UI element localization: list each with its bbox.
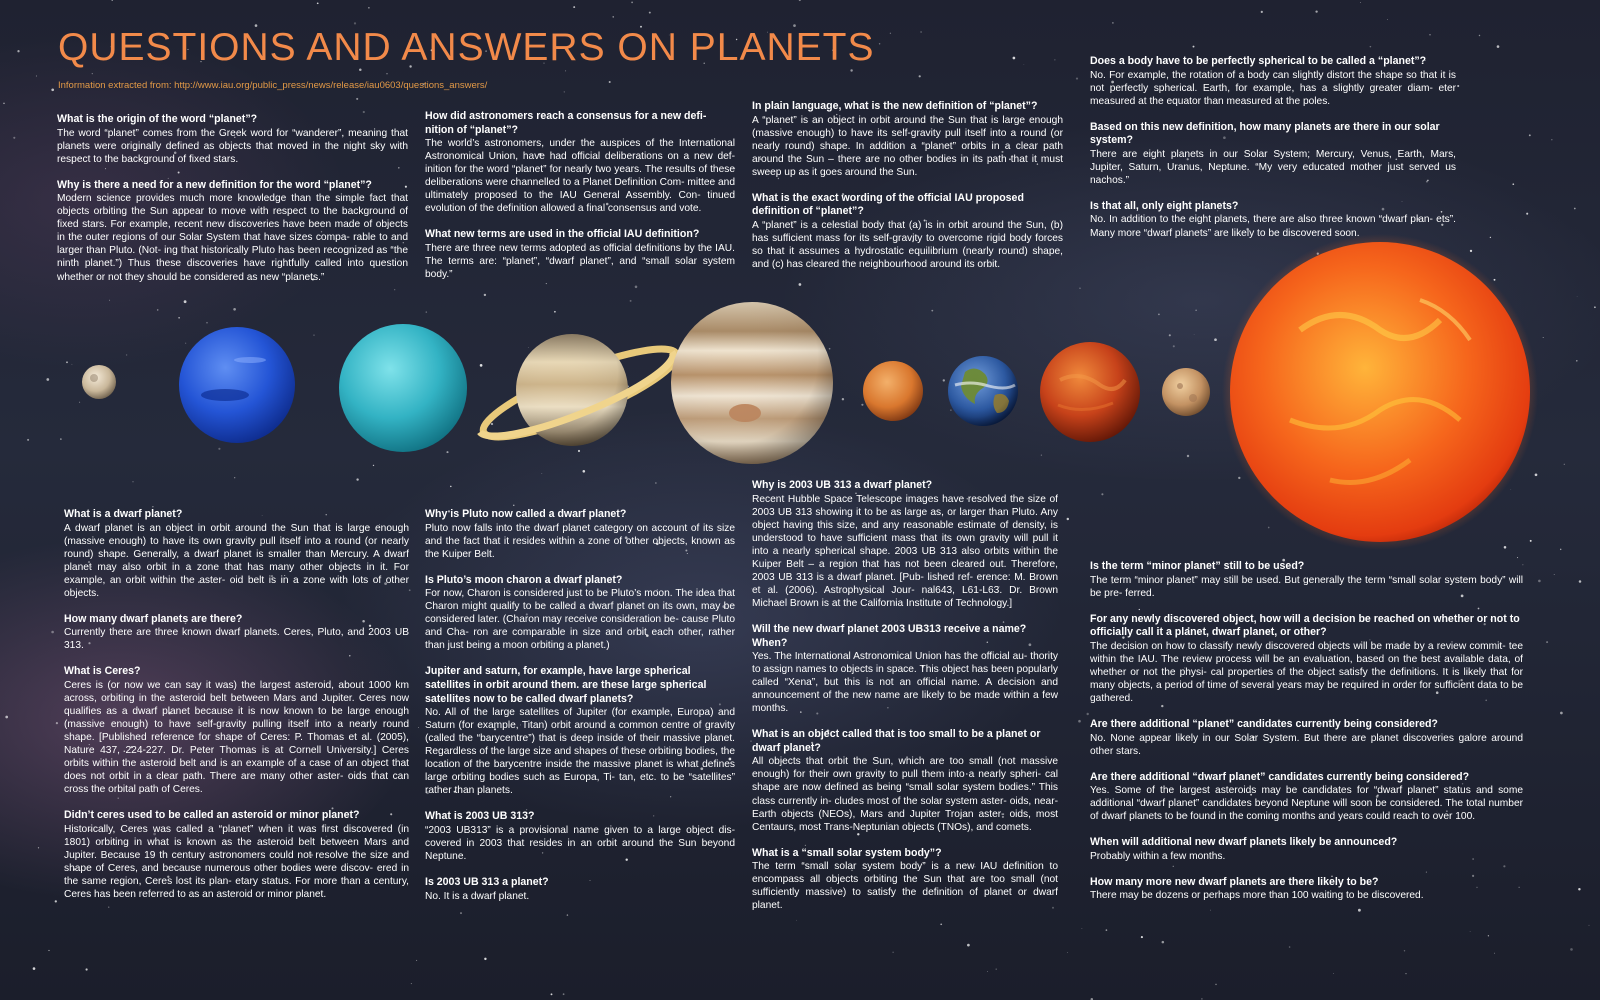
answer-text: No. It is a dwarf planet. xyxy=(425,890,530,902)
venus-icon xyxy=(1040,342,1140,442)
question-heading: When will additional new dwarf planets likely be announced? xyxy=(1090,836,1398,849)
answer-text: Yes. Some of the largest asteroids may be candidates for “dwarf planet” status and some additional “dwarf planet” candidates beyond Neptune will soon be considered. The total number of dwarf planets to be found in the coming months and years could reach to over 100. xyxy=(1090,785,1523,823)
qa-block xyxy=(1090,836,1523,863)
source-line: Information extracted from: http://www.iau.org/public_press/news/release/iau0603/questions_answers/ xyxy=(58,80,488,91)
qa-block xyxy=(57,179,408,284)
answer-text: No. In addition to the eight planets, there are also three known “dwarf plan- ets”. Many more “dwarf planets” are likely to be discovered soon. xyxy=(1090,214,1456,239)
qa-block xyxy=(64,809,409,901)
answer-text: Historically, Ceres was called a “planet” when it was first discovered (in 1801) orbiting in what is known as the asteroid belt between Mars and Jupiter. Because 19 th century astronomers could not resolve the size and shape of Ceres, and because numerous other bodies were discov- ered in the same region, Ceres lost its plan- etary status. For more than a century, Ceres has been referred to as an asteroid or minor planet. xyxy=(64,823,409,901)
qa-block xyxy=(425,876,735,903)
qa-block xyxy=(752,623,1058,715)
question-heading: Jupiter and saturn, for example, have large spherical satellites in orbit around them. are these large spherical satellites now to be called dwarf planets? xyxy=(425,665,707,705)
qa-block xyxy=(425,665,735,797)
qa-block xyxy=(1090,771,1523,824)
answer-text: For now, Charon is considered just to be Pluto’s moon. The idea that Charon might qualify to be called a dwarf planet on its own, may be considered later. (Charon may receive consideration be- cause Pluto and Cha- ron are comparable in size and orbit each other, rather than just being a moon orbiting a planet.) xyxy=(425,588,735,652)
qa-block xyxy=(752,479,1058,610)
answer-text: There are three new terms adopted as official definitions by the IAU. The terms are: “planet”, “dwarf planet”, and “small solar system body.” xyxy=(425,242,735,281)
answer-text: No. For example, the rotation of a body can slightly distort the shape so that it is not perfectly spherical. Earth, for example, has a slightly greater diam- eter measured at the equator than measured at the poles. xyxy=(1090,69,1456,107)
answer-text: Yes. The International Astronomical Union has the official au- thority to assign names to objects in space. This object has been popularly called “Xena”, but this is not an official name. A decision and announcement of the new name are likely to be made within a few months. xyxy=(752,651,1058,715)
qa-block xyxy=(57,113,408,166)
mercury-icon xyxy=(1162,368,1210,416)
question-heading: In plain language, what is the new definition of “planet”? xyxy=(752,100,1038,112)
question-heading: What is 2003 UB 313? xyxy=(425,810,535,823)
qa-block xyxy=(425,574,735,653)
qa-block xyxy=(752,847,1058,913)
question-heading: Will the new dwarf planet 2003 UB313 receive a name? When? xyxy=(752,622,1027,649)
qa-block xyxy=(1090,200,1456,240)
question-heading: What new terms are used in the official IAU definition? xyxy=(425,228,700,241)
qa-block xyxy=(425,110,735,215)
uranus-icon xyxy=(339,324,467,452)
pluto-icon xyxy=(82,365,116,399)
answer-text: No. None appear likely in our Solar System. But there are planet discoveries galore around other stars. xyxy=(1090,732,1523,757)
qa-block xyxy=(1090,613,1523,705)
question-heading: Why is Pluto now called a dwarf planet? xyxy=(425,508,627,520)
sun-icon xyxy=(1222,234,1538,550)
qa-column-bottom-1 xyxy=(64,508,409,901)
qa-column-top-2 xyxy=(425,110,735,281)
qa-column-bottom-3 xyxy=(752,479,1058,912)
answer-text: Pluto now falls into the dwarf planet category on account of its size and the fact that it resides within a zone of other objects, known as the Kuiper Belt. xyxy=(425,522,735,560)
qa-block xyxy=(425,228,735,281)
qa-block xyxy=(64,613,409,653)
question-heading: Is the term “minor planet” still to be used? xyxy=(1090,560,1305,572)
question-heading: What is Ceres? xyxy=(64,665,141,678)
jupiter-icon xyxy=(671,302,833,464)
qa-column-top-3 xyxy=(752,100,1063,271)
answer-text: Probably within a few months. xyxy=(1090,850,1226,862)
mars-icon xyxy=(863,361,923,421)
question-heading: How many more new dwarf planets are there likely to be? xyxy=(1090,875,1379,888)
question-heading: What is a dwarf planet? xyxy=(64,508,183,520)
answer-text: The term “small solar system body” is a new IAU definition to encompass all objects orbiting the Sun that are too small (not sufficiently massive) to satisfy the definition of planet or dwarf planet. xyxy=(752,861,1058,912)
qa-block xyxy=(1090,560,1523,600)
question-heading: What is the exact wording of the official IAU proposed definition of “planet”? xyxy=(752,191,1024,218)
question-heading: How did astronomers reach a consensus for a new defi- nition of “planet”? xyxy=(425,110,707,136)
page-title: QUESTIONS AND ANSWERS ON PLANETS xyxy=(58,26,875,69)
qa-block xyxy=(752,192,1063,271)
qa-block xyxy=(64,508,409,600)
qa-column-bottom-2 xyxy=(425,508,735,903)
qa-block xyxy=(1090,876,1523,903)
qa-block xyxy=(425,508,735,561)
question-heading: Are there additional “dwarf planet” candidates currently being considered? xyxy=(1090,770,1470,783)
answer-text: The decision on how to classify newly discovered objects will be made by a review commit- tee within the IAU. The review process will be an evaluation, based on the best available data, of whether or not the physi- cal properties of the object satisfy the definitions. It is likely that for many objects, a period of time of several years may be required in order for sufficient data to be gathered. xyxy=(1090,640,1523,704)
answer-text: All objects that orbit the Sun, which are too small (not massive enough) for their own gravity to pull them into a nearly spheri- cal shape are now defined as being “small solar system bodies.” This class currently in- cludes most of the solar system aster- oids, near-Earth objects (NEOs), Mars and Jupiter Trojan aster- oids, most Centaurs, most Trans-Neptunian objects (TNOs), and comets. xyxy=(752,756,1058,833)
answer-text: A dwarf planet is an object in orbit around the Sun that is large enough (massive enough) to have its own gravity pull itself into a round (or nearly round) shape. Generally, a dwarf planet is smaller than Mercury. A dwarf planet may also orbit in a zone that has many other objects in it. For example, an orbit within the aster- oid belt is in a zone with lots of other objects. xyxy=(64,522,409,599)
qa-column-top-1 xyxy=(57,113,408,284)
answer-text: The term “minor planet” may still be used. But generally the term “small solar system body” will be pre- ferred. xyxy=(1090,574,1523,599)
answer-text: There are eight planets in our Solar System; Mercury, Venus, Earth, Mars, Jupiter, Saturn, Uranus, Neptune. “My very educated mother just served us nachos.” xyxy=(1090,148,1456,186)
question-heading: How many dwarf planets are there? xyxy=(64,612,243,625)
answer-text: Currently there are three known dwarf planets. Ceres, Pluto, and 2003 UB 313. xyxy=(64,627,409,652)
answer-text: “2003 UB313” is a provisional name given to a large object dis- covered in 2003 that resides in an orbit around the Sun beyond Neptune. xyxy=(425,824,735,863)
qa-column-top-4 xyxy=(1090,55,1456,240)
earth-icon xyxy=(948,356,1018,426)
qa-block xyxy=(1090,121,1456,187)
question-heading: Is that all, only eight planets? xyxy=(1090,199,1239,212)
answer-text: There may be dozens or perhaps more than 100 waiting to be discovered. xyxy=(1090,890,1424,902)
question-heading: What is a “small solar system body”? xyxy=(752,846,942,859)
saturn-icon xyxy=(475,334,684,453)
question-heading: What is the origin of the word “planet”? xyxy=(57,113,258,125)
answer-text: A “planet” is an object in orbit around the Sun that is large enough (massive enough) to have its self-gravity pull itself into a round (or nearly round) shape. In addition a “planet” orbits in a clear path around the Sun – there are no other bodies in its path that it must sweep up as it goes around the Sun. xyxy=(752,114,1063,178)
answer-text: Modern science provides much more knowledge than the simple fact that objects orbiting the Sun appear to move with respect to the background of fixed stars. For example, recent new discoveries have been made of objects in the outer regions of our Solar System that have sizes compa- rable to and larger than Pluto. (Not- ing that historically Pluto has been recognized as “the ninth planet.”) Thus these discoveries have rightfully called into question whether or not they should be considered as new “planets.” xyxy=(57,193,408,283)
qa-block xyxy=(64,665,409,796)
qa-block xyxy=(752,728,1058,833)
question-heading: Based on this new definition, how many planets are there in our solar system? xyxy=(1090,120,1440,147)
answer-text: Ceres is (or now we can say it was) the largest asteroid, about 1000 km across, orbiting in the asteroid belt between Mars and Jupiter. Ceres now qualifies as a dwarf planet because it is now known to be large enough (massive enough) to have self-gravity pulling itself into a nearly round shape. [Published reference for shape of Ceres: P. Thomas et al. (2005), Nature 437, 224-227. Dr. Peter Thomas is at Cornell University.] Ceres orbits within the asteroid belt and is an example of a case of an object that does not orbit in a clear path. There are many other aster- oids that can cross the orbital path of Ceres. xyxy=(64,680,409,796)
qa-block xyxy=(1090,718,1523,758)
qa-block xyxy=(752,100,1063,179)
answer-text: No. All of the large satellites of Jupiter (for example, Europa) and Saturn (for example, Titan) orbit around a common centre of gravity (called the “barycentre”) that is deep inside of their massive planet. Regardless of the large size and shapes of these orbiting bodies, the location of the barycentre inside the massive planet is what defines large orbiting bodies such as Europa, Ti- tan, etc. to be “satellites” rather than planets. xyxy=(425,707,735,797)
question-heading: Why is there a need for a new definition for the word “planet”? xyxy=(57,178,372,191)
question-heading: Didn’t ceres used to be called an asteroid or minor planet? xyxy=(64,809,360,822)
answer-text: The world’s astronomers, under the auspices of the International Astronomical Union, have had official deliberations on a new def- inition for the word “planet” for nearly two years. The results of these deliberations were channelled to a Planet Definition Com- mittee and ultimately proposed to the IAU General Assembly. Con- tinued evolution of the definition allowed a final consensus and vote. xyxy=(425,138,735,215)
question-heading: Is Pluto’s moon charon a dwarf planet? xyxy=(425,573,623,586)
qa-block xyxy=(1090,55,1456,108)
qa-block xyxy=(425,810,735,863)
question-heading: Are there additional “planet” candidates currently being considered? xyxy=(1090,717,1438,730)
neptune-icon xyxy=(179,327,295,443)
question-heading: Why is 2003 UB 313 a dwarf planet? xyxy=(752,479,933,491)
answer-text: A “planet” is a celestial body that (a) is in orbit around the Sun, (b) has sufficient mass for its self-gravity to overcome rigid body forces so that it assumes a hydrostatic equilibrium (nearly round) shape, and (c) has cleared the neighbourhood around its orbit. xyxy=(752,219,1063,271)
qa-column-bottom-4 xyxy=(1090,560,1523,902)
question-heading: For any newly discovered object, how will a decision be reached on whether or not to officially call it a planet, dwarf planet, or other? xyxy=(1090,612,1520,639)
question-heading: Does a body have to be perfectly spherical to be called a “planet”? xyxy=(1090,55,1427,67)
question-heading: What is an object called that is too small to be a planet or dwarf planet? xyxy=(752,728,1041,754)
answer-text: Recent Hubble Space Telescope images have resolved the size of 2003 UB 313 showing it to be as large as, or larger than Pluto. Any object having this size, and any reasonable estimate of density, is understood to have sufficient mass that its own gravity will pull it into a nearly spherical shape. 2003 UB 313 also orbits within the Kuiper Belt – a region that has not been cleared out. Therefore, 2003 UB 313 is a dwarf planet. [Pub- lished ref- erence: M. Brown et al. (2006). Astrophysical Jour- nal643, L61-L63. Dr. Brown Michael Brown is at the California Institute of Technology.] xyxy=(752,493,1058,609)
question-heading: Is 2003 UB 313 a planet? xyxy=(425,876,549,889)
answer-text: The word “planet” comes from the Greek word for “wanderer”, meaning that planets were originally defined as objects that moved in the night sky with respect to the background of fixed stars. xyxy=(57,127,408,165)
